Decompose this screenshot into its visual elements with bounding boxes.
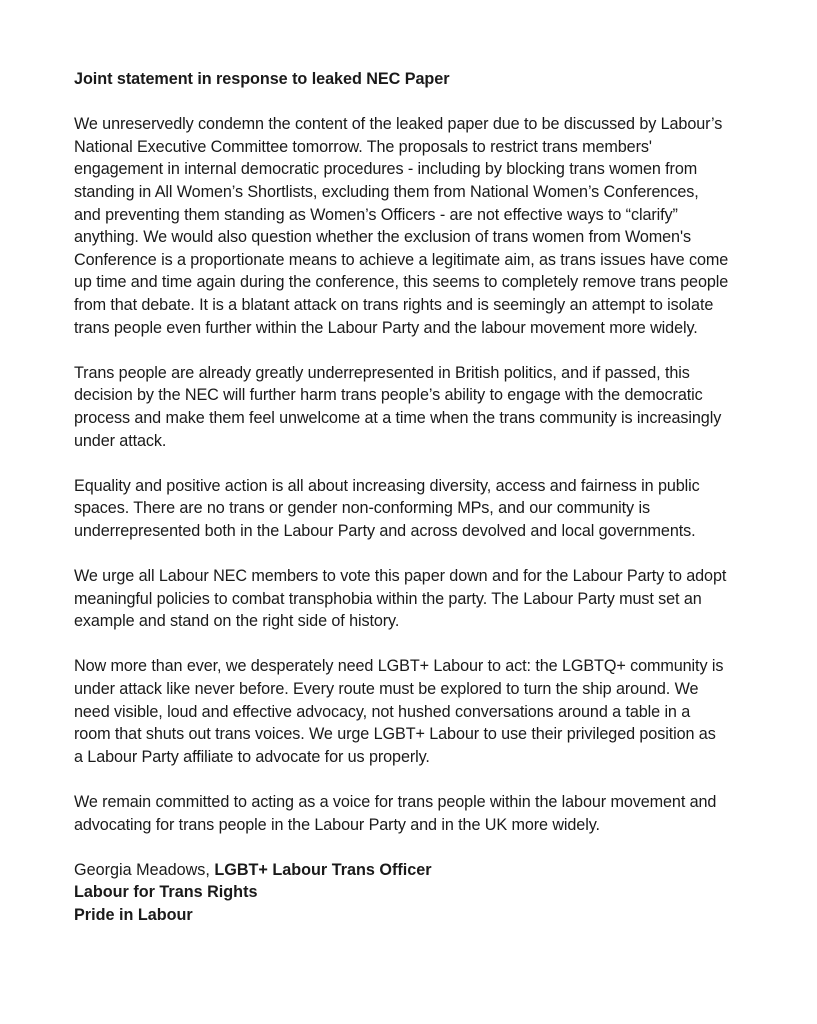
text-line: and preventing them standing as Women’s Officers - are not effective ways to “clarify”	[74, 205, 678, 224]
text-line: meaningful policies to combat transphobia within the party. The Labour Party must set an	[74, 589, 702, 608]
signing-organisation: Pride in Labour	[74, 905, 193, 924]
paragraph-condemnation	[74, 113, 794, 339]
text-line: under attack like never before. Every route must be explored to turn the ship around. We	[74, 680, 699, 699]
text-line: Equality and positive action is all about increasing diversity, access and fairness in public	[74, 476, 700, 495]
paragraph-equality	[74, 475, 794, 543]
text-line: room that shuts out trans voices. We urge LGBT+ Labour to use their privileged position as	[74, 725, 716, 744]
text-line: We remain committed to acting as a voice for trans people within the labour movement and	[74, 793, 717, 811]
text-line: trans people even further within the Labour Party and the labour movement more widely.	[74, 318, 698, 337]
text-line: spaces. There are no trans or gender non-conforming MPs, and our community is	[74, 499, 650, 518]
signatory-line	[74, 859, 794, 882]
text-line: from that debate. It is a blatant attack on trans rights and is seemingly an attempt to isolate	[74, 295, 714, 314]
text-line: Conference is a proportionate means to achieve a legitimate aim, as trans issues have come	[74, 250, 729, 269]
text-line: need visible, loud and effective advocacy, not hushed conversations around a table in a	[74, 702, 691, 721]
text-line: Trans people are already greatly underrepresented in British politics, and if passed, this	[74, 363, 690, 382]
text-line: We urge all Labour NEC members to vote this paper down and for the Labour Party to adopt	[74, 567, 727, 586]
signing-organisation: Labour for Trans Rights	[74, 883, 258, 902]
signature-block	[74, 859, 794, 927]
statement-document	[74, 68, 794, 927]
text-line: Now more than ever, we desperately need LGBT+ Labour to act: the LGBTQ+ community is	[74, 657, 724, 676]
signatory-name: Georgia Meadows,	[74, 860, 215, 879]
text-line: National Executive Committee tomorrow. The proposals to restrict trans members'	[74, 137, 652, 156]
paragraph-commitment	[74, 791, 794, 836]
text-line: underrepresented both in the Labour Party and across devolved and local governments.	[74, 521, 696, 540]
text-line: advocating for trans people in the Labour Party and in the UK more widely.	[74, 815, 600, 834]
paragraph-lgbt-labour	[74, 655, 794, 768]
text-line: standing in All Women’s Shortlists, excluding them from National Women’s Conferences,	[74, 182, 699, 201]
paragraph-underrepresentation	[74, 362, 794, 452]
paragraph-urge-nec	[74, 565, 794, 633]
text-line: We unreservedly condemn the content of the leaked paper due to be discussed by Labour’s	[74, 115, 723, 134]
text-line: under attack.	[74, 431, 167, 450]
text-line: process and make them feel unwelcome at a time when the trans community is increasingly	[74, 408, 722, 427]
document-title: Joint statement in response to leaked NEC Paper	[74, 70, 450, 88]
text-line: anything. We would also question whether the exclusion of trans women from Women's	[74, 228, 691, 247]
text-line: a Labour Party affiliate to advocate for us properly.	[74, 747, 430, 766]
text-line: up time and time again during the conference, this seems to completely remove trans people	[74, 273, 729, 292]
text-line: decision by the NEC will further harm trans people’s ability to engage with the democratic	[74, 386, 703, 405]
signatory-role: LGBT+ Labour Trans Officer	[214, 860, 432, 879]
text-line: example and stand on the right side of history.	[74, 612, 400, 631]
text-line: engagement in internal democratic procedures - including by blocking trans women from	[74, 160, 698, 179]
